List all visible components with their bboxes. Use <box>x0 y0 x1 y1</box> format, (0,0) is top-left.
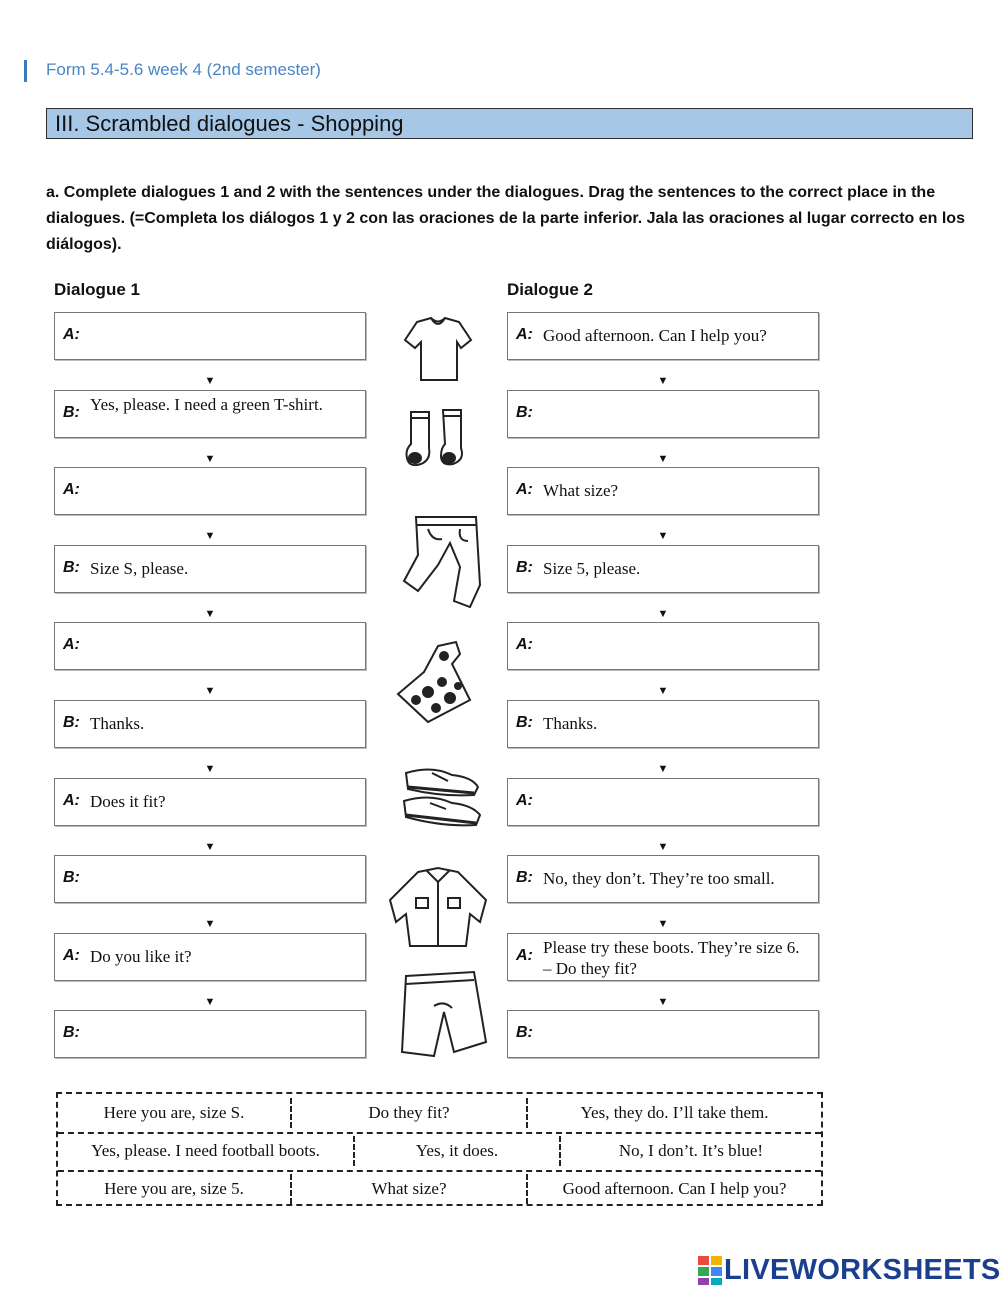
speaker-label: A: <box>63 481 80 498</box>
speaker-label: A: <box>63 947 80 964</box>
word-card[interactable]: Here you are, size 5. <box>104 1179 244 1198</box>
dialogue-2-line <box>507 545 819 593</box>
dialogue-1-line[interactable] <box>54 467 366 515</box>
instructions: a. Complete dialogues 1 and 2 with the sentences under the dialogues. Drag the sentences to the correct place in the dialogues. (=Completa los diálogos 1 y 2 con las oraciones de la parte inferior. Jala las oraciones al lugar correcto en los diálogos). <box>46 184 965 253</box>
down-arrow-icon: ▼ <box>204 530 216 542</box>
dialogue-2-line[interactable] <box>507 622 819 670</box>
speaker-label: B: <box>63 714 80 731</box>
down-arrow-icon: ▼ <box>657 453 669 465</box>
down-arrow-icon: ▼ <box>204 375 216 387</box>
speaker-label: B: <box>516 559 533 576</box>
down-arrow-icon: ▼ <box>204 608 216 620</box>
down-arrow-icon: ▼ <box>657 841 669 853</box>
word-bank <box>56 1092 823 1206</box>
line-text: Does it fit? <box>90 792 166 811</box>
dress-icon <box>398 642 470 722</box>
speaker-label: B: <box>63 869 80 886</box>
speaker-label: A: <box>63 636 80 653</box>
speaker-label: A: <box>516 947 533 964</box>
down-arrow-icon: ▼ <box>657 996 669 1008</box>
dialogue-2-line <box>507 312 819 360</box>
dialogue-1-line <box>54 933 366 981</box>
down-arrow-icon: ▼ <box>657 375 669 387</box>
word-bank-row <box>58 1132 821 1170</box>
trainers-icon <box>404 769 480 825</box>
t-shirt-icon <box>405 318 471 380</box>
speaker-label: B: <box>63 559 80 576</box>
dialogue-2-title: Dialogue 2 <box>507 280 593 299</box>
dialogue-2-line[interactable] <box>507 390 819 438</box>
dialogue-1-line[interactable] <box>54 622 366 670</box>
dialogue-1-line <box>54 778 366 826</box>
word-card[interactable]: What size? <box>371 1179 447 1198</box>
shirt-icon <box>390 868 486 946</box>
down-arrow-icon: ▼ <box>204 685 216 697</box>
down-arrow-icon: ▼ <box>204 453 216 465</box>
dialogue-2-line <box>507 700 819 748</box>
dialogue-2-line <box>507 467 819 515</box>
dialogue-1-line[interactable] <box>54 1010 366 1058</box>
down-arrow-icon: ▼ <box>657 530 669 542</box>
speaker-label: A: <box>516 636 533 653</box>
section-title: III. Scrambled dialogues - Shopping <box>46 108 973 139</box>
dialogue-1-line[interactable] <box>54 312 366 360</box>
dialogue-2-line[interactable] <box>507 1010 819 1058</box>
dialogue-1-line <box>54 390 366 438</box>
dialogue-1-title: Dialogue 1 <box>54 280 140 299</box>
word-card[interactable]: Here you are, size S. <box>103 1103 245 1122</box>
socks-icon <box>407 410 463 465</box>
speaker-label: B: <box>63 404 80 421</box>
down-arrow-icon: ▼ <box>204 763 216 775</box>
clothing-pictures <box>380 300 490 1070</box>
line-text: Please try these boots. They’re size 6. – Do they fit? <box>543 938 800 978</box>
liveworksheets-logo: LIVEWORKSHEETS <box>724 1254 1000 1286</box>
page-header: Form 5.4-5.6 week 4 (2nd semester) <box>46 60 321 79</box>
down-arrow-icon: ▼ <box>204 841 216 853</box>
shorts-icon <box>402 972 486 1056</box>
speaker-label: B: <box>63 1024 80 1041</box>
word-bank-row <box>58 1170 821 1208</box>
down-arrow-icon: ▼ <box>204 918 216 930</box>
line-text: Good afternoon. Can I help you? <box>543 326 767 345</box>
down-arrow-icon: ▼ <box>657 685 669 697</box>
speaker-label: A: <box>516 481 533 498</box>
line-text: Thanks. <box>543 714 598 733</box>
speaker-label: B: <box>516 869 533 886</box>
speaker-label: A: <box>516 326 533 343</box>
speaker-label: A: <box>516 792 533 809</box>
header-accent-bar <box>24 60 27 82</box>
dialogue-2-line <box>507 855 819 903</box>
dialogue-2-line <box>507 933 819 981</box>
speaker-label: B: <box>516 714 533 731</box>
line-text: Thanks. <box>90 714 145 733</box>
speaker-label: A: <box>63 326 80 343</box>
down-arrow-icon: ▼ <box>657 608 669 620</box>
word-card[interactable]: No, I don’t. It’s blue! <box>618 1141 764 1160</box>
dialogue-1-line[interactable] <box>54 855 366 903</box>
line-text: Size 5, please. <box>543 559 641 578</box>
liveworksheets-logo-icon <box>698 1254 724 1286</box>
line-text: No, they don’t. They’re too small. <box>543 869 775 888</box>
word-card[interactable]: Yes, it does. <box>415 1141 499 1160</box>
dialogue-1-line <box>54 700 366 748</box>
line-text: Size S, please. <box>90 559 189 578</box>
word-bank-row <box>58 1094 821 1132</box>
speaker-label: A: <box>63 792 80 809</box>
dialogue-2-line[interactable] <box>507 778 819 826</box>
down-arrow-icon: ▼ <box>657 763 669 775</box>
line-text: Do you like it? <box>90 947 192 966</box>
speaker-label: B: <box>516 1024 533 1041</box>
word-card[interactable]: Yes, they do. I’ll take them. <box>580 1103 769 1122</box>
line-text: Yes, please. I need a green T-shirt. <box>90 395 323 414</box>
down-arrow-icon: ▼ <box>204 996 216 1008</box>
line-text: What size? <box>543 481 619 500</box>
word-card[interactable]: Do they fit? <box>368 1103 450 1122</box>
dialogue-1-line <box>54 545 366 593</box>
word-card[interactable]: Yes, please. I need football boots. <box>91 1141 320 1160</box>
word-card[interactable]: Good afternoon. Can I help you? <box>562 1179 787 1198</box>
down-arrow-icon: ▼ <box>657 918 669 930</box>
trousers-icon <box>404 517 480 607</box>
speaker-label: B: <box>516 404 533 421</box>
